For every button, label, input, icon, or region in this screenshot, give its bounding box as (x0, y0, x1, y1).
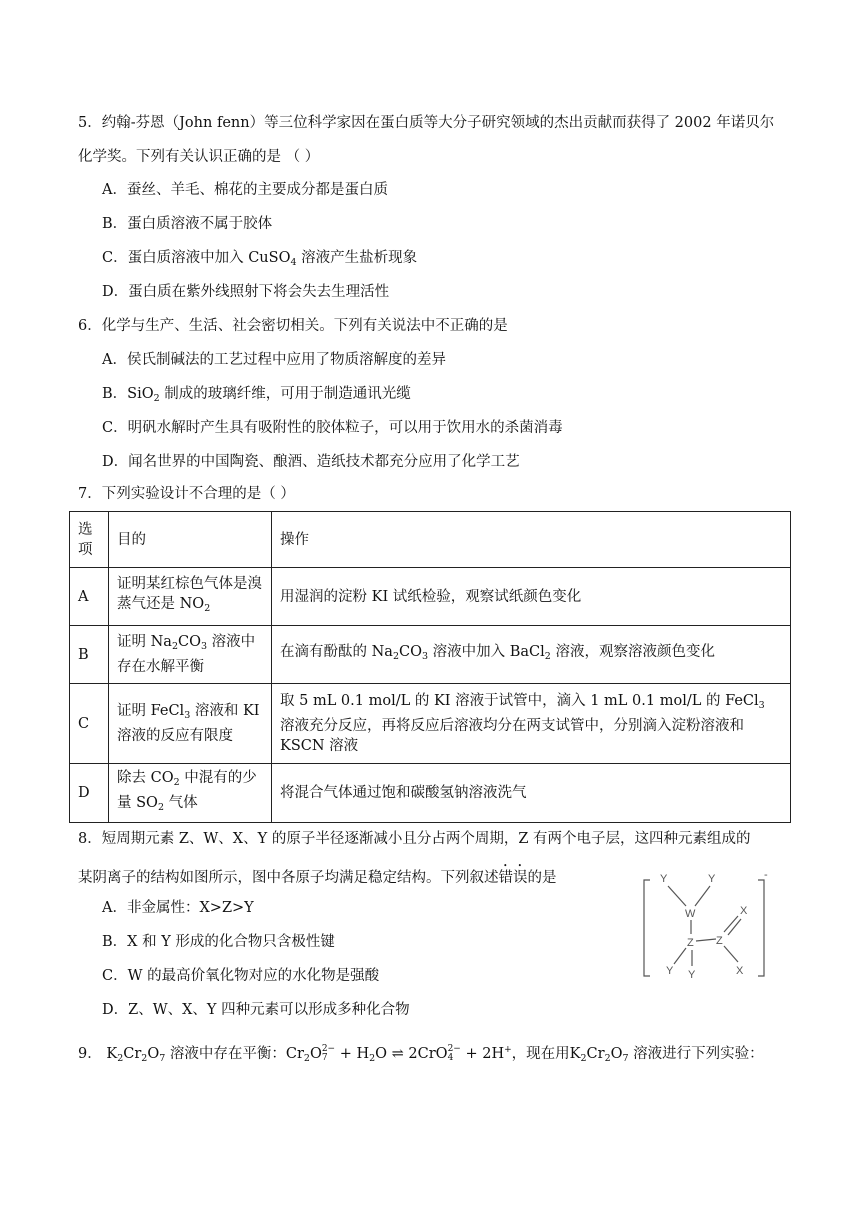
q9-k-sub: 2 (117, 1053, 124, 1064)
row-d-aim-mid: 中混有的少量 SO (117, 770, 257, 811)
row-b-aim-mid: CO (178, 634, 201, 650)
bond-y-w-1 (668, 886, 686, 906)
q5-c-sub: 4 (290, 257, 297, 268)
row-b-aim-post: 溶液中存在水解平衡 (117, 634, 256, 675)
atom-y-1: Y (660, 873, 668, 885)
bond-z2-x-1 (724, 916, 738, 932)
q8-option-d: D．Z、W、X、Y 四种元素可以形成多种化合物 (102, 1002, 410, 1018)
row-a-aim-sub: 2 (204, 603, 211, 614)
row-d-aim-pre: 除去 CO (117, 770, 174, 786)
q9-eq-o-sup: 2− (321, 1044, 336, 1054)
header-option: 选项 (70, 512, 109, 568)
q9-cr-sub: 2 (141, 1053, 148, 1064)
q6-option-c: C．明矾水解时产生具有吸附性的胶体粒子，可以用于饮用水的杀菌消毒 (102, 420, 563, 436)
q5-option-b: B．蛋白质溶液不属于胶体 (102, 216, 273, 232)
row-b-aim-sub2: 3 (200, 641, 208, 652)
anion-structure-diagram (640, 868, 770, 980)
row-a-aim (109, 568, 272, 626)
q9-k2-sub: 2 (580, 1053, 587, 1064)
atom-z-1: Z (687, 937, 694, 949)
q9-eq-cro-subsup (448, 1045, 461, 1063)
q5-c-pre: C．蛋白质溶液中加入 CuSO (102, 250, 291, 266)
left-bracket (644, 880, 650, 976)
q8-option-a: A．非金属性：X>Z>Y (102, 900, 254, 916)
row-b-option: B (70, 626, 109, 684)
atom-z-2: Z (716, 935, 723, 947)
row-c-option: C (70, 684, 109, 764)
q9-eq-h: + H (335, 1046, 370, 1062)
table-row (70, 568, 791, 626)
row-c-aim-sub: 3 (184, 710, 191, 721)
q9-eq-o: O (309, 1046, 322, 1062)
q6-b-post: 制成的玻璃纤维，可用于制造通讯光缆 (159, 386, 411, 402)
q9-o-sub: 7 (159, 1053, 166, 1064)
q5-option-c (102, 248, 417, 273)
header-aim: 目的 (109, 512, 272, 568)
q8-option-b: B．X 和 Y 形成的化合物只含极性键 (102, 934, 335, 950)
q9-o2: O (610, 1046, 623, 1062)
q9-cr2: Cr (586, 1046, 605, 1062)
row-b-aim-sub1: 2 (171, 641, 178, 652)
q5-line2: 化学奖。下列有关认识正确的是 （ ） (78, 149, 320, 165)
q9-eq-cr: Cr (285, 1046, 304, 1062)
q9-cr2-sub: 2 (604, 1053, 611, 1064)
atom-x-1: X (740, 905, 748, 917)
table-row (70, 626, 791, 684)
q9-cr: Cr (123, 1046, 142, 1062)
q9-eq-h-sub: 2 (369, 1053, 376, 1064)
row-b-op-pre: 在滴有酚酞的 Na (280, 644, 393, 660)
table-row (70, 764, 791, 823)
row-c-aim-post: 溶液和 KI 溶液的反应有限度 (117, 703, 260, 744)
q5-option-d: D．蛋白质在紫外线照射下将会失去生理活性 (102, 284, 390, 300)
question-6-stem: 6．化学与生产、生活、社会密切相关。下列有关说法中不正确的是 (78, 318, 508, 334)
bond-z2-x-2 (728, 919, 741, 935)
table-header-row (70, 512, 791, 568)
bond-z1-z2 (696, 939, 716, 941)
row-b-op-mid1: CO (399, 644, 422, 660)
q8-line2-pre: 某阴离子的结构如图所示，图中各原子均满足稳定结构。下列叙述 (78, 870, 499, 886)
q8-option-c: C．W 的最高价氧化物对应的水化物是强酸 (102, 968, 380, 984)
row-b-op-post: 溶液，观察溶液颜色变化 (550, 644, 715, 660)
atom-w: W (685, 908, 696, 920)
q9-k: K (106, 1046, 118, 1062)
row-a-operation: 用湿润的淀粉 KI 试纸检验，观察试纸颜色变化 (272, 568, 791, 626)
q9-eq-cro-sub: 4 (447, 1053, 454, 1063)
right-bracket (758, 880, 764, 976)
row-b-op-sub2: 3 (421, 651, 429, 662)
q9-eq-hplus-sup: + (504, 1045, 512, 1055)
bond-z2-x-3 (724, 946, 738, 962)
q9-eq-cr-sub: 2 (303, 1053, 310, 1064)
q6-option-a: A．侯氏制碱法的工艺过程中应用了物质溶解度的差异 (102, 352, 446, 368)
row-d-operation: 将混合气体通过饱和碳酸氢钠溶液洗气 (272, 764, 791, 823)
q9-o2-sub: 7 (622, 1053, 629, 1064)
row-d-aim-post: 气体 (163, 795, 198, 811)
bond-z1-y-1 (674, 948, 686, 964)
row-a-aim-text: 证明某红棕色气体是溴蒸气还是 NO (117, 576, 262, 612)
row-c-aim (109, 684, 272, 764)
atom-y-4: Y (688, 969, 696, 980)
row-c-operation (272, 684, 791, 764)
q8-line2-post: 的是 (527, 870, 557, 886)
q9-text1: 溶液中存在平衡： (165, 1046, 286, 1062)
row-d-aim-sub2: 2 (157, 802, 164, 813)
bond-y-w-2 (695, 886, 710, 906)
header-operation: 操作 (272, 512, 791, 568)
row-d-option: D (70, 764, 109, 823)
q9-eq-hplus: + 2H (460, 1046, 505, 1062)
q9-text3: 溶液进行下列实验： (628, 1046, 764, 1062)
row-c-op-pre: 取 5 mL 0.1 mol/L 的 KI 溶液于试管中，滴入 1 mL 0.1 mol/L 的 FeCl (280, 693, 759, 709)
question-5-stem (78, 113, 793, 167)
q5-line1: 5．约翰-芬恩（John fenn）等三位科学家因在蛋白质等大分子研究领域的杰出贡献而获得了 2002 年诺贝尔 (78, 115, 775, 131)
row-b-operation (272, 626, 791, 684)
row-c-op-post: 溶液充分反应，再将反应后溶液均分在两支试管中，分别滴入淀粉溶液和 KSCN 溶液 (280, 718, 744, 754)
row-b-aim (109, 626, 272, 684)
question-9-stem (78, 1040, 808, 1069)
question-7-stem: 7．下列实验设计不合理的是（ ） (78, 486, 295, 502)
table-row (70, 684, 791, 764)
q9-o: O (147, 1046, 160, 1062)
q9-k2: K (569, 1046, 581, 1062)
row-a-option: A (70, 568, 109, 626)
q8-line1: 8．短周期元素 Z、W、X、Y 的原子半径逐渐减小且分占两个周期，Z 有两个电子层，这四种元素组成的 (78, 831, 751, 847)
q5-option-a: A．蚕丝、羊毛、棉花的主要成分都是蛋白质 (102, 182, 388, 198)
row-b-aim-pre: 证明 Na (117, 634, 172, 650)
q9-text2: ，现在用 (511, 1046, 570, 1062)
q6-b-sub: 2 (153, 393, 160, 404)
row-c-op-sub: 3 (758, 700, 765, 711)
q6-b-pre: B．SiO (102, 386, 154, 402)
row-d-aim (109, 764, 272, 823)
row-b-op-mid2: 溶液中加入 BaCl (428, 644, 545, 660)
q9-eq-cro: O ⇌ 2CrO (375, 1046, 448, 1062)
experiment-table (69, 511, 791, 823)
q8-line2-emphasis: 错误 (498, 870, 528, 886)
row-b-op-sub1: 2 (392, 651, 399, 662)
charge-sign: - (764, 869, 768, 881)
q6-option-b (102, 384, 411, 409)
row-d-aim-sub1: 2 (173, 777, 180, 788)
q5-c-post: 溶液产生盐析现象 (296, 250, 418, 266)
atom-y-2: Y (708, 873, 716, 885)
q6-option-d: D．闻名世界的中国陶瓷、酿酒、造纸技术都充分应用了化学工艺 (102, 454, 520, 470)
q9-number: 9． (78, 1046, 102, 1062)
row-c-aim-pre: 证明 FeCl (117, 703, 185, 719)
row-b-op-sub3: 2 (544, 651, 551, 662)
q9-eq-o-sub: 7 (321, 1053, 328, 1063)
atom-y-3: Y (666, 965, 674, 977)
q9-eq-cro-sup: 2− (447, 1044, 461, 1054)
q9-eq-o-subsup (322, 1045, 335, 1063)
atom-x-2: X (736, 965, 744, 977)
